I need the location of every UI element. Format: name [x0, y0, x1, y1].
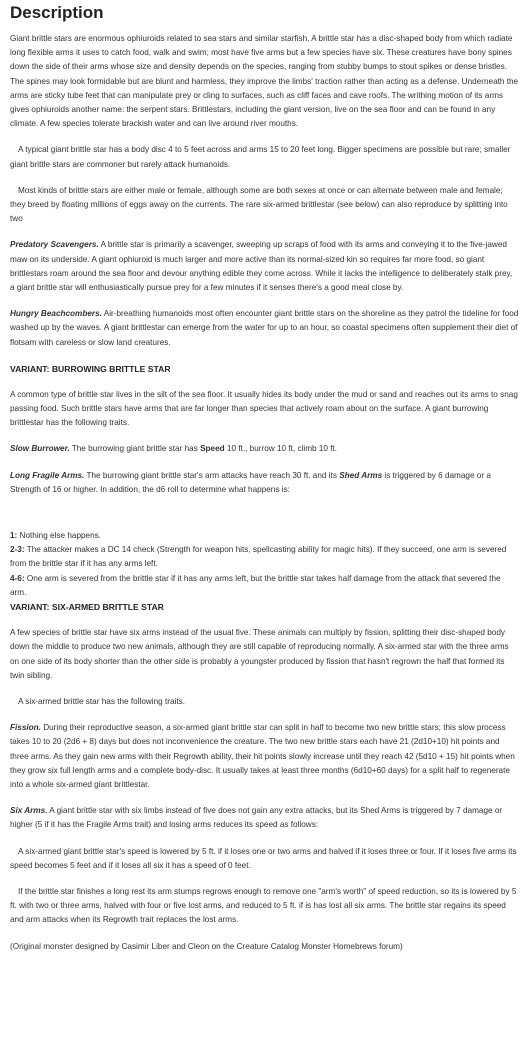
paragraph-long-fragile-arms — [10, 469, 519, 497]
paragraph-speed: A six-armed giant brittle star's speed is lowered by 5 ft. if it loses one or two arms and halved if it loses three or four. If it loses five arms its speed becomes 5 feet and if it loses all six it has a speed of 0 feet. — [10, 846, 517, 870]
paragraph-six-armed: A few species of brittle star have six arms instead of the usual five. These animals can multiply by fission, splitting their disc-shaped body down the middle to produce two new animals, although they are still capable of reproducing normally. A six-armed star with the three arms on one side of its body shorter than the other side is probably a youngster produced by fission that hasn't regrown the half that formed its twin sibling. — [10, 628, 509, 680]
paragraph-long-rest: If the brittle star finishes a long rest its arm stumps regrows enough to remove one "arm's worth" of speed reduction, so its is lowered by 5 ft. with two or three arms, halved with four or five lost arms, and reduced to 5 ft. if is has lost all six arms. The brittle star regains its speed and arm attacks when its Regrowth trait replaces the lost arms. — [10, 886, 517, 925]
section-title: Description — [10, 3, 104, 22]
paragraph-predatory-scavengers — [10, 238, 519, 295]
list-item-key: 4-6: — [10, 573, 25, 583]
paragraph-six-armed-traits: A six-armed brittle star has the following traits. — [18, 696, 185, 706]
bold-italic-term: Shed Arms — [339, 470, 383, 480]
paragraph-intro: Giant brittle stars are enormous ophiuroids related to sea stars and similar starfish. A brittle star has a disc-shaped body from which radiate long flexible arms it uses to catch food, walk and swim; most have five arms but a few species have six. These creatures have bony spines down the side of their arms whose size and density depends on the species, ranging from stubby bumps to stout spikes or dense bristles. The spines may look formidable but are blunt and harmless, they improve the limbs' traction rather than acting as a defense. Underneath the arms are sticky tube feet that can manipulate prey or cling to surfaces, such as cliff faces and cave roofs. The writhing motion of its arms gives ophiuroids another name: the serpent stars. Brittlestars, including the giant version, live on the sea floor and can be found in any climate. A few species tolerate brackish water and can live around river mouths. — [10, 34, 519, 129]
spacer — [10, 509, 519, 529]
list-item-key: 2-3: — [10, 545, 25, 555]
run-in-heading: Long Fragile Arms. — [10, 470, 85, 480]
variant-heading-six-armed: VARIANT: SIX-ARMED BRITTLE STAR — [10, 602, 164, 613]
list-item-key: 1: — [10, 531, 18, 541]
paragraph-reproduction: Most kinds of brittle stars are either male or female, although some are both sexes at once or can alternate between male and female; they breed by floating millions of eggs away on the currents. The rare six-armed brittlestar (see below) can also reproduce by splitting into two — [10, 185, 508, 224]
list-item — [10, 543, 519, 571]
paragraph-text: A brittle star is primarily a scavenger, sweeping up scraps of food with its arms and conveying it to the five-jawed maw on its underside. A giant ophiuroid is much larger and more active than its normal-sized kin so requires far more food, so giant brittlestars roam around the sea floor and devour anything edible they come across. While it lacks the intelligence to deliberately stalk prey, a giant brittle star will enthusiastically pursue prey for a few minutes if it senses there's a good meal close by. — [10, 240, 513, 293]
list-item-text: Nothing else happens. — [17, 531, 102, 541]
run-in-heading: Fission. — [10, 723, 41, 733]
paragraph-six-arms — [10, 804, 519, 832]
paragraph-text: Air-breathing humanoids most often encounter giant brittle stars on the shoreline as they patrol the tideline for food washed up by the waves. A giant brittlestar can emerge from the water for up to an hour, so coastal specimens often supplement their diet of flotsam with careless or slow land creatures. — [10, 309, 519, 347]
variant-heading-burrowing: VARIANT: BURROWING BRITTLE STAR — [10, 363, 171, 374]
run-in-heading: Predatory Scavengers. — [10, 240, 99, 250]
list-item-text: One arm is severed from the brittle star if it has any arms left, but the brittle star takes half damage from the attack that severed the arm. — [10, 573, 501, 597]
paragraph-text: The burrowing giant brittle star's arm attacks have reach 30 ft. and its — [84, 470, 340, 480]
paragraph-text: A giant brittle star with six limbs instead of five does not gain any extra attacks, but its Shed Arms is triggered by 7 damage or higher (5 if it has the Fragile Arms trait) and losing arms reduces its speed as follows: — [10, 806, 503, 830]
paragraph-text: 10 ft., burrow 10 ft, climb 10 ft. — [224, 444, 338, 454]
paragraph-burrowing: A common type of brittle star lives in the silt of the sea floor. It usually hides its body under the mud or sand and reaches out its arms to snag passing food. Such brittle stars have arms that are far longer than species that actively roam about on the surface. A giant burrowing brittlestar has the following traits. — [10, 389, 518, 428]
paragraph-text: During their reproductive season, a six-armed giant brittle star can split in half to become two new brittle stars; this slow process takes 10 to 20 (2d6 + 8) days but does not inconvenience the creature. The two new brittle stars each have 21 (2d10+10) hit points and three arms. As they gain new arms with their Regrowth ability, their hit points slowly increase until they reach 42 (5d10 + 15) hit points when they grow six full length arms and a complete body-disc. It usually takes at least three months (6d10+60 days) for a split half to regenerate into a whole six-armed giant brittlestar. — [10, 723, 515, 789]
paragraph-slow-burrower — [10, 442, 519, 456]
paragraph-size: A typical giant brittle star has a body disc 4 to 5 feet across and arms 15 to 20 feet long. Bigger specimens are possible but rare; smaller giant brittle stars are commoner but rarely attack humanoids. — [10, 145, 511, 169]
list-item — [10, 572, 519, 600]
run-in-heading: Slow Burrower. — [10, 444, 70, 454]
list-item — [10, 529, 519, 543]
list-item-text: The attacker makes a DC 14 check (Strength for weapon hits, spellcasting ability for magic hits). If they succeed, one arm is severed from the brittle star if it has any arms left. — [10, 545, 507, 569]
run-in-heading: Hungry Beachcombers. — [10, 309, 102, 319]
bold-term: Speed — [200, 444, 225, 454]
paragraph-fission — [10, 721, 519, 792]
run-in-heading: Six Arms. — [10, 806, 48, 816]
paragraph-text: is triggered by 6 damage or a Strength of 16 or higher. In addition, the d6 roll to determine what happens is: — [10, 470, 491, 494]
paragraph-credits: (Original monster designed by Casimir Liber and Cleon on the Creature Catalog Monster Homebrews forum) — [10, 941, 403, 951]
paragraph-text: The burrowing giant brittle star has — [69, 444, 201, 454]
paragraph-hungry-beachcombers — [10, 307, 519, 350]
d6-result-list — [10, 529, 519, 600]
